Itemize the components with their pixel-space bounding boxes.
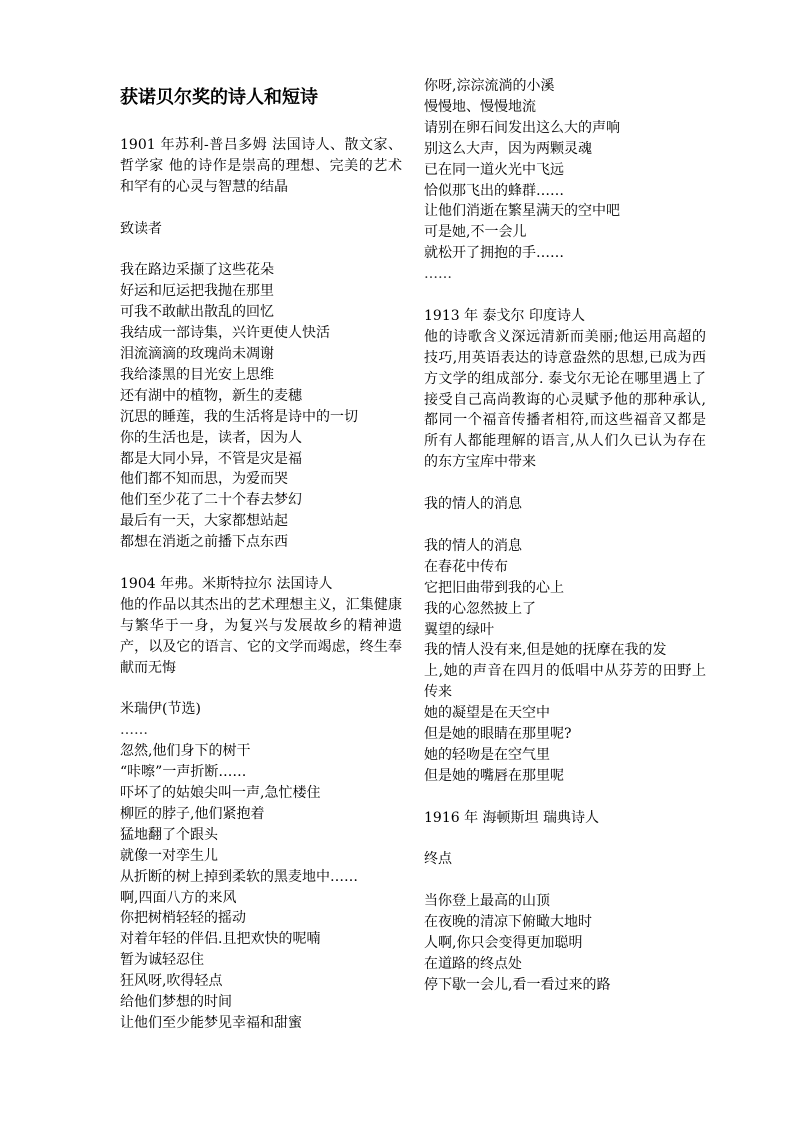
spacer <box>120 240 402 261</box>
poem-line: 就像一对孪生儿 <box>120 847 218 864</box>
poem4-title: 终点 <box>424 851 452 868</box>
poem-line: 我的情人的消息 <box>424 537 522 554</box>
poem-line: 都想在消逝之前播下点东西 <box>120 534 288 551</box>
poem-line: 翼望的绿叶 <box>424 621 494 638</box>
poem-line: 停下歇一会儿,看一看过来的路 <box>424 976 611 993</box>
poem-line: 给他们梦想的时间 <box>120 994 232 1011</box>
poet3-desc: 他的诗歌含义深远清新而美丽;他运用高超的技巧,用英语表达的诗意盎然的思想,已成为西方文学的组成部分. 泰戈尔无论在哪里遇上了接受自己高尚教诲的心灵赋予他的那种承认,都同一个福音传播者相符,而这些福音又都是所有人都能理解的语言,从人们久已认为存在的东方宝库中带来 <box>424 328 706 471</box>
spacer <box>424 285 706 306</box>
poet3-intro: 1913 年 泰戈尔 印度诗人 <box>424 307 585 324</box>
poem-line: 让他们至少能梦见幸福和甜蜜 <box>120 1015 302 1031</box>
poem-line: 柳匠的脖子,他们紧抱着 <box>120 805 265 822</box>
poem-line: 还有湖中的植物，新生的麦穗 <box>120 387 302 404</box>
poet2-intro: 1904 年弗。米斯特拉尔 法国诗人 <box>120 575 333 592</box>
poem-line: “咔嚓”一声折断…… <box>120 764 247 781</box>
page-title: 获诺贝尔奖的诗人和短诗 <box>120 87 318 108</box>
poem-line: 在夜晚的清凉下俯瞰大地时 <box>424 914 592 931</box>
poem2-ellipsis: …… <box>120 722 148 739</box>
spacer <box>424 870 706 891</box>
spacer <box>120 679 402 700</box>
left-column <box>120 135 402 1034</box>
poem-line: 你的生活也是，读者，因为人 <box>120 429 302 446</box>
poem-line: 我结成一部诗集，兴许更使人快活 <box>120 325 330 342</box>
poem-line: 当你登上最高的山顶 <box>424 893 550 910</box>
poem1-title: 致读者 <box>120 220 162 237</box>
poem-line: 在道路的终点处 <box>424 955 522 972</box>
poem2-title: 米瑞伊(节选) <box>120 701 201 718</box>
poem-line: 对着年轻的伴侣.且把欢快的呢喃 <box>120 931 321 948</box>
poem-line: 沉思的睡莲，我的生活将是诗中的一切 <box>120 408 358 425</box>
poem1-body <box>120 260 402 553</box>
spacer <box>424 515 706 536</box>
poem-line: 人啊,你只会变得更加聪明 <box>424 935 583 952</box>
poem-line: 他们都不知而思，为爱而哭 <box>120 471 288 488</box>
poem-line: 最后有一天，大家都想站起 <box>120 513 288 530</box>
poem-line: 就松开了拥抱的手…… <box>424 245 564 262</box>
poem-line: 可是她,不一会儿 <box>424 224 527 241</box>
poem-line: 但是她的眼睛在那里呢? <box>424 726 572 743</box>
poem-line: 泪流滴滴的玫瑰尚未凋谢 <box>120 346 274 363</box>
poem-line: 猛地翻了个跟头 <box>120 826 218 843</box>
poem-line: 在春花中传布 <box>424 558 508 575</box>
poem-line: 吓坏了的姑娘尖叫一声,急忙楼住 <box>120 785 321 802</box>
poet4-intro: 1916 年 海顿斯坦 瑞典诗人 <box>424 809 599 826</box>
poem-line: 她的轻吻是在空气里 <box>424 746 550 763</box>
poem-line: 恰似那飞出的蜂群…… <box>424 182 564 199</box>
poem-line: 我给漆黑的目光安上思维 <box>120 366 274 383</box>
poem-line: 别这么大声，因为两颗灵魂 <box>424 140 592 157</box>
spacer <box>424 829 706 850</box>
poem-line: 慢慢地、慢慢地流 <box>424 98 536 115</box>
poem-line: 我的心忽然披上了 <box>424 600 536 617</box>
spacer <box>120 198 402 219</box>
poem-line: 让他们消逝在繁星满天的空中吧 <box>424 203 620 220</box>
poem-line: 忽然,他们身下的树干 <box>120 743 251 760</box>
poem-line: 啊,四面八方的来风 <box>120 889 237 906</box>
poem2-end-ellipsis: …… <box>424 266 452 283</box>
poem-line: 都是大同小异，不管是灾是福 <box>120 450 302 467</box>
poem-line: 我的情人没有来,但是她的抚摩在我的发 <box>424 642 667 659</box>
poet1-intro: 1901 年苏利-普吕多姆 法国诗人、散文家、哲学家 他的诗作是崇高的理想、完美的艺术和罕有的心灵与智慧的结晶 <box>120 137 402 195</box>
right-column <box>424 76 706 996</box>
poem-line: 你把树梢轻轻的摇动 <box>120 910 246 927</box>
poem2-continued <box>424 76 706 264</box>
poem-line: 可我不敢献出散乱的回忆 <box>120 304 274 321</box>
poem3-title: 我的情人的消息 <box>424 496 522 513</box>
poet2-desc: 他的作品以其杰出的艺术理想主义，汇集健康与繁华于一身，为复兴与发展故乡的精神遗产，以及它的语言、它的文学而竭虑，终生奉献而无悔 <box>120 596 402 676</box>
spacer <box>424 787 706 808</box>
poem-line: 我在路边采撷了这些花朵 <box>120 262 274 279</box>
spacer <box>120 553 402 574</box>
poem-line: 已在同一道火光中飞远 <box>424 161 564 178</box>
spacer <box>424 473 706 494</box>
poem2-body <box>120 741 402 1034</box>
poem-line: 他们至少花了二十个春去梦幻 <box>120 492 302 509</box>
poem-line: 暂为诚轻忍住 <box>120 952 204 969</box>
poem-line: 它把旧曲带到我的心上 <box>424 579 564 596</box>
poem-line: 好运和厄运把我抛在那里 <box>120 283 274 300</box>
poem-line: 请别在卵石间发出这么大的声响 <box>424 119 620 136</box>
poem3-body <box>424 536 706 787</box>
poem-line: 你呀,淙淙流淌的小溪 <box>424 78 555 94</box>
poem-line: 从折断的树上掉到柔软的黑麦地中…… <box>120 868 358 885</box>
poem-line: 但是她的嘴唇在那里呢 <box>424 767 564 784</box>
poem-line: 她的凝望是在天空中 <box>424 705 550 722</box>
poem-line: 上,她的声音在四月的低唱中从芬芳的田野上传来 <box>424 663 706 701</box>
poem4-body <box>424 891 706 996</box>
poem-line: 狂风呀,吹得轻点 <box>120 973 223 990</box>
